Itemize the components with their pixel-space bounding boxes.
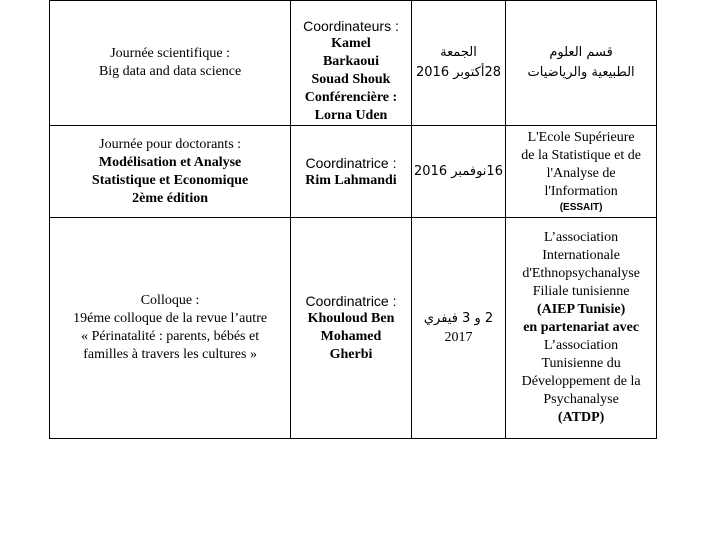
date-day: الجمعة xyxy=(440,45,477,60)
coordinator-name: Souad Shouk xyxy=(311,72,391,87)
table-row xyxy=(50,1,657,126)
organizer-name: de la Statistique et de xyxy=(521,147,641,163)
coordinator-role: Coordinateurs : xyxy=(303,18,399,34)
organizer-abbreviation: (ATDP) xyxy=(557,410,605,425)
speaker-role: Conférencière : xyxy=(304,90,398,105)
event-subtitle: familles à travers les cultures » xyxy=(83,347,257,362)
event-subtitle: Big data and data science xyxy=(98,64,242,79)
coordinator-name: Mohamed xyxy=(320,329,382,344)
coordinator-role: Coordinatrice : xyxy=(305,293,397,309)
speaker-name: Lorna Uden xyxy=(314,108,388,123)
partnership-label: en partenariat avec xyxy=(523,320,640,335)
date-cell xyxy=(411,1,505,126)
organizer-name: L'Ecole Supérieure xyxy=(527,129,635,145)
event-title: Journée scientifique : xyxy=(110,46,230,61)
event-title: Colloque : xyxy=(140,293,200,308)
event-subtitle: 19éme colloque de la revue l’autre xyxy=(73,311,268,326)
organizer-name: d'Ethnopsychanalyse xyxy=(522,266,640,281)
coordinator-name: Barkaoui xyxy=(322,54,379,69)
event-edition: 2ème édition xyxy=(132,190,208,206)
organizer-name: Tunisienne du xyxy=(541,356,621,371)
organizer-abbreviation: (ESSAIT) xyxy=(559,201,603,213)
organizer-cell xyxy=(506,126,657,218)
organizer-cell xyxy=(506,218,657,439)
organizer-cell xyxy=(506,1,657,126)
table-row xyxy=(50,218,657,439)
coordinator-name: Gherbi xyxy=(329,347,373,362)
organizer-name: L’association xyxy=(544,230,619,245)
coordinator-name: Rim Lahmandi xyxy=(305,172,397,188)
organizer-name: Développement de la xyxy=(521,374,641,389)
organizer-name: l'Information xyxy=(544,183,618,199)
date-text: 2 و 3 فيفري xyxy=(423,311,494,326)
organizer-name: الطبيعية والرياضيات xyxy=(527,65,635,80)
event-subtitle: « Périnatalité : parents, bébés et xyxy=(81,329,260,344)
date-cell xyxy=(411,126,505,218)
organizer-name: l'Analyse de xyxy=(546,165,616,181)
event-cell xyxy=(50,1,291,126)
event-cell xyxy=(50,218,291,439)
event-cell xyxy=(50,126,291,218)
organizer-name: قسم العلوم xyxy=(549,45,613,60)
organizer-name: Filiale tunisienne xyxy=(532,284,630,299)
coordinator-role: Coordinatrice : xyxy=(305,154,397,171)
date-text: 16نوفمبر 2016 xyxy=(414,163,503,179)
events-table xyxy=(49,0,657,439)
date-text: 28أكتوبر 2016 xyxy=(416,65,502,80)
organizer-abbreviation: (AIEP Tunisie) xyxy=(536,302,626,317)
coordinator-name: Khouloud Ben xyxy=(307,311,395,326)
event-subtitle: Statistique et Economique xyxy=(91,172,249,188)
table-row xyxy=(50,126,657,218)
coordinator-cell xyxy=(291,218,412,439)
event-subtitle: Modélisation et Analyse xyxy=(98,154,242,170)
organizer-name: Psychanalyse xyxy=(543,392,619,407)
organizer-name: Internationale xyxy=(542,248,620,263)
coordinator-cell xyxy=(291,1,412,126)
event-title: Journée pour doctorants : xyxy=(99,136,242,152)
organizer-name: L’association xyxy=(544,338,619,353)
coordinator-name: Kamel xyxy=(331,36,371,51)
coordinator-cell xyxy=(291,126,412,218)
date-year: 2017 xyxy=(444,330,473,345)
date-cell xyxy=(411,218,505,439)
